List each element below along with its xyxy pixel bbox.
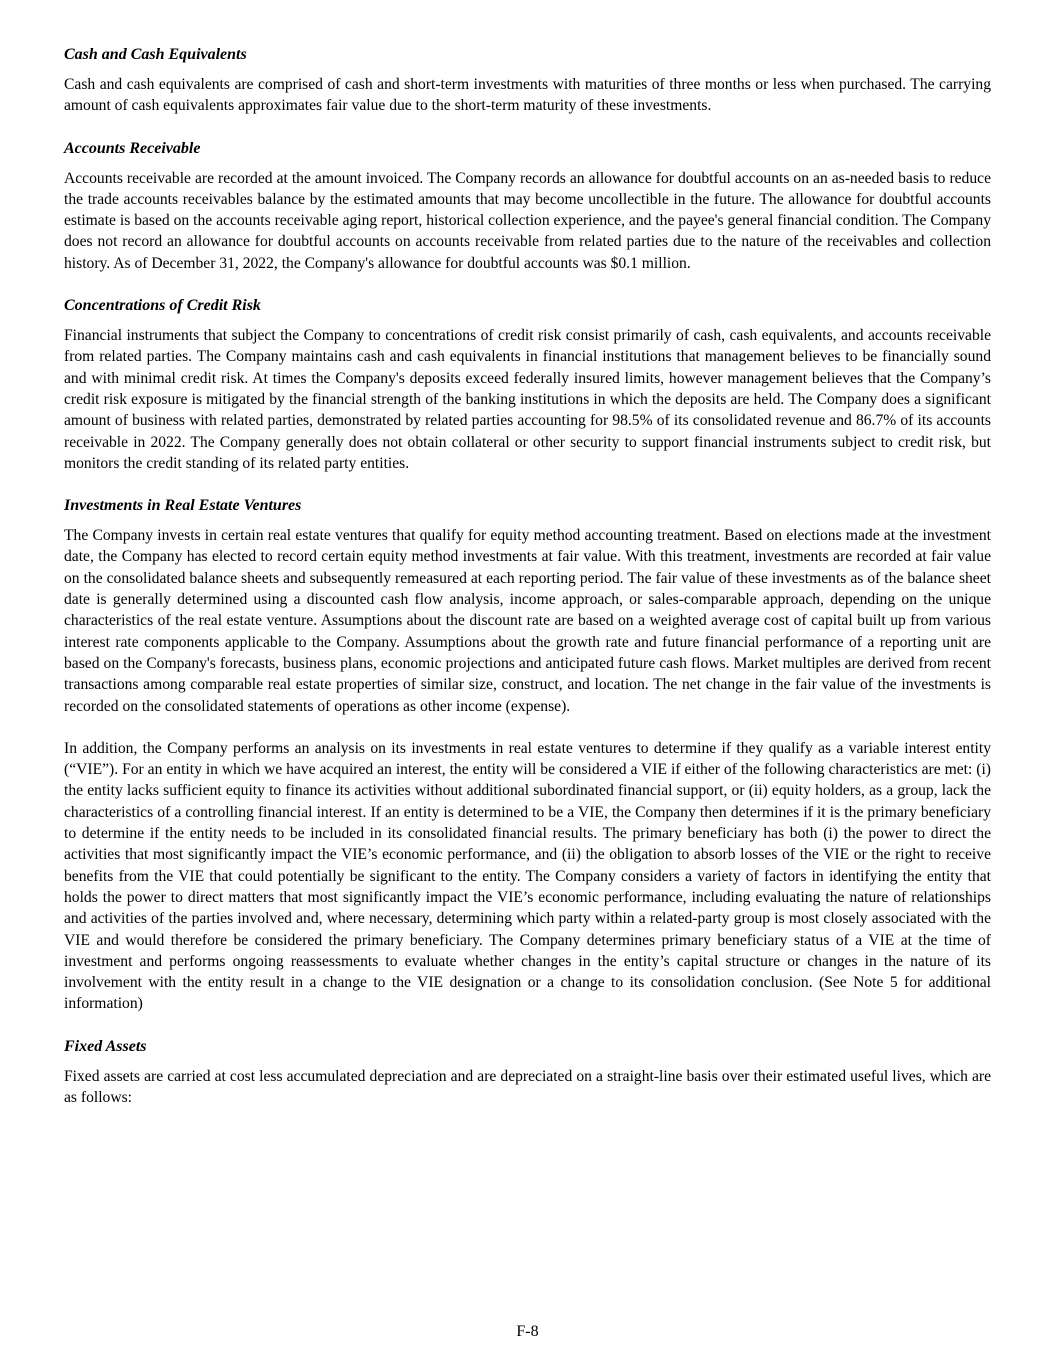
section-heading-real-estate-ventures: Investments in Real Estate Ventures xyxy=(64,497,302,515)
section-paragraph-fixed-assets: Fixed assets are carried at cost less accumulated depreciation and are depreciated on a straight-line basis over their estimated useful lives, which are as follows: xyxy=(64,1067,991,1106)
section-paragraph-real-estate-ventures-2: In addition, the Company performs an analysis on its investments in real estate ventures to determine if they qualify as a variable interest entity (“VIE”). For an entity in which we have acquired an interest, the entity will be considered a VIE if either of the following characteristics are met: (i) the entity lacks sufficient equity to finance its activities without additional subordinated financial support, or (ii) equity holders, as a group, lack the characteristics of a controlling financial interest. If an entity is determined to be a VIE, the Company then determines if it is the primary beneficiary to determine if the entity needs to be included in its consolidated financial results. The primary beneficiary has both (i) the power to direct the activities that most significantly impact the VIE’s economic performance, and (ii) the obligation to absorb losses of the VIE or the right to receive benefits from the VIE that could potentially be significant to the entity. The Company considers a variety of factors in identifying the entity that holds the power to direct matters that most significantly impact the VIE’s economic performance, including evaluating the nature of relationships and activities of the parties involved and, where necessary, determining which party within a related-party group is most closely associated with the VIE and would therefore be considered the primary beneficiary. The Company determines primary beneficiary status of a VIE at the time of investment and performs ongoing reassessments to evaluate whether changes in the entity’s capital structure or changes in the nature of its involvement with the entity result in a change to the VIE designation or a change to its consolidation conclusion. (See Note 5 for additional information) xyxy=(64,739,991,1013)
section-paragraph-credit-risk: Financial instruments that subject the Company to concentrations of credit risk consist primarily of cash, cash equivalents, and accounts receivable from related parties. The Company maintains cash and cash equivalents in financial institutions that management believes to be financially sound and with minimal credit risk. At times the Company's deposits exceed federally insured limits, however management believes that the Company’s credit risk exposure is mitigated by the financial strength of the banking institutions in which the deposits are held. The Company does a significant amount of business with related parties, demonstrated by related parties accounting for 98.5% of its consolidated revenue and 86.7% of its accounts receivable in 2022. The Company generally does not obtain collateral or other security to support financial instruments subject to credit risk, but monitors the credit standing of its related party entities. xyxy=(64,327,991,472)
section-paragraph-cash: Cash and cash equivalents are comprised of cash and short-term investments with maturities of three months or less when purchased. The carrying amount of cash equivalents approximates fair value due to the short-term maturity of these investments. xyxy=(64,76,991,115)
section-heading-credit-risk: Concentrations of Credit Risk xyxy=(64,297,261,315)
section-paragraph-real-estate-ventures-1: The Company invests in certain real estate ventures that qualify for equity method accounting treatment. Based on elections made at the investment date, the Company has elected to record certain equity method investments at fair value. With this treatment, investments are recorded at fair value on the consolidated balance sheets and subsequently remeasured at each reporting period. The fair value of these investments as of the balance sheet date is generally determined using a discounted cash flow analysis, income approach, or sales-comparable approach, depending on the unique characteristics of the real estate venture. Assumptions about the discount rate are based on a weighted average cost of capital built up from various interest rate components applicable to the Company. Assumptions about the growth rate and future financial performance of a reporting unit are based on the Company's forecasts, business plans, economic projections and anticipated future cash flows. Market multiples are derived from recent transactions among comparable real estate properties of similar size, construct, and location. The net change in the fair value of the investments is recorded on the consolidated statements of operations as other income (expense). xyxy=(64,527,991,715)
section-heading-accounts-receivable: Accounts Receivable xyxy=(64,139,201,157)
section-heading-fixed-assets: Fixed Assets xyxy=(64,1037,147,1055)
section-heading-cash: Cash and Cash Equivalents xyxy=(64,46,247,63)
section-paragraph-accounts-receivable: Accounts receivable are recorded at the amount invoiced. The Company records an allowance for doubtful accounts on an as-needed basis to reduce the trade accounts receivables balance by the estimated amounts that may become uncollectible in the future. The allowance for doubtful accounts estimate is based on the accounts receivable aging report, historical collection experience, and the payee's general financial condition. The Company does not record an allowance for doubtful accounts on accounts receivable from related parties due to the nature of the receivables and collection history. As of December 31, 2022, the Company's allowance for doubtful accounts was $0.1 million. xyxy=(64,169,991,272)
page-number: F-8 xyxy=(516,1323,539,1340)
document-page xyxy=(64,44,991,1129)
